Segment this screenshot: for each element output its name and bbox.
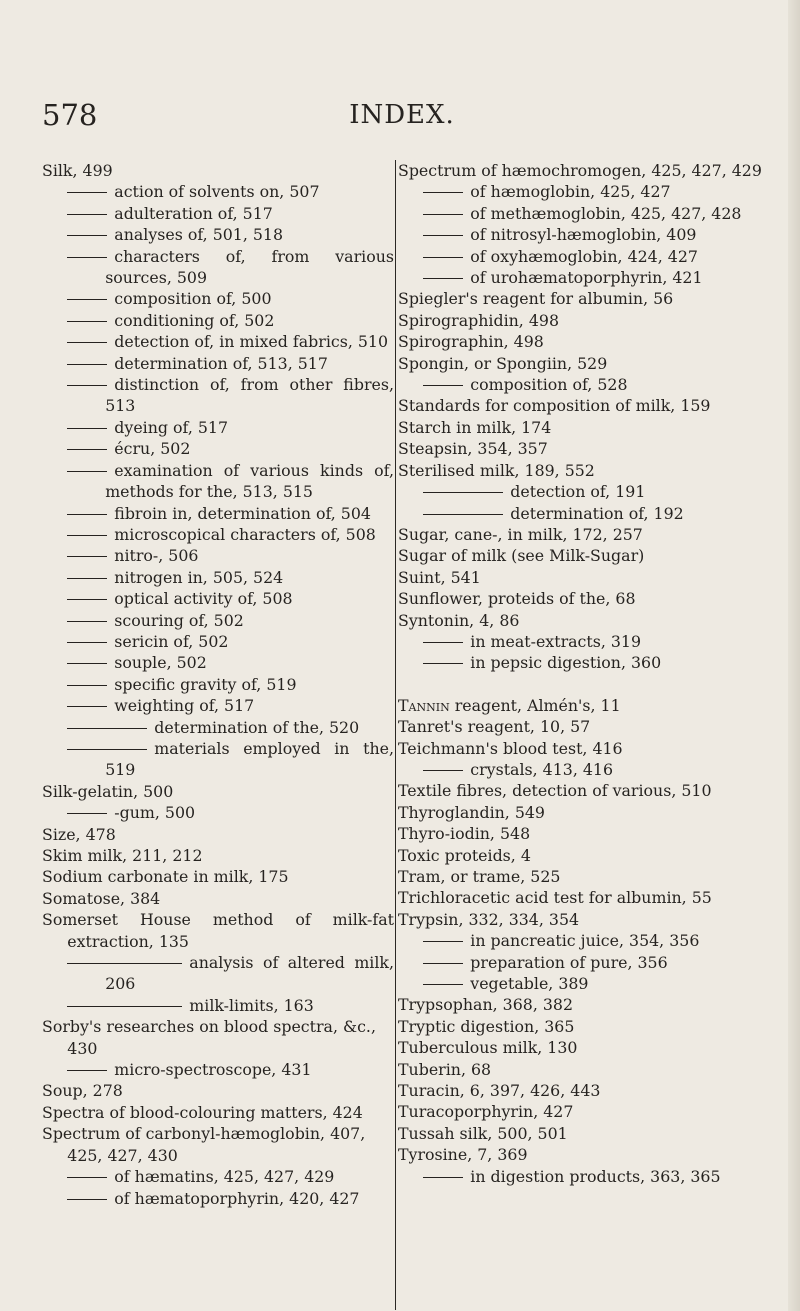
ditto-dash xyxy=(423,385,463,386)
index-entry-text: preparation of pure, 356 xyxy=(470,952,668,972)
ditto-dash xyxy=(67,428,107,429)
ditto-dash xyxy=(67,535,107,536)
ditto-dash xyxy=(423,941,463,942)
index-subentry xyxy=(42,567,394,588)
index-entry-text: Tryptic digestion, 365 xyxy=(398,1016,575,1036)
index-entry-text: Sunflower, proteids of the, 68 xyxy=(398,589,636,609)
ditto-dash xyxy=(67,599,107,600)
ditto-dash xyxy=(67,1006,182,1007)
index-entry-text: Somatose, 384 xyxy=(42,888,161,908)
index-entry-text: Tanret's reagent, 10, 57 xyxy=(398,717,591,737)
index-entry-text: dyeing of, 517 xyxy=(114,417,229,437)
index-entry-text: in pepsic digestion, 360 xyxy=(470,653,662,673)
index-entry xyxy=(398,310,770,331)
index-entry-text: Somerset House method of milk-fat extraction, 135 xyxy=(42,910,394,951)
index-subentry xyxy=(398,930,770,951)
index-entry-text: determination of the, 520 xyxy=(154,717,360,737)
index-entry-text: Turacoporphyrin, 427 xyxy=(398,1102,574,1122)
index-subentry xyxy=(42,374,394,417)
index-entry-text: composition of, 528 xyxy=(470,375,628,395)
index-entry xyxy=(398,887,770,908)
index-entry-text: Thyro-iodin, 548 xyxy=(398,824,531,844)
ditto-dash xyxy=(67,342,107,343)
index-entry-text: Syntonin, 4, 86 xyxy=(398,610,520,630)
ditto-dash xyxy=(423,235,463,236)
index-subentry xyxy=(42,224,394,245)
index-entry-text: in pancreatic juice, 354, 356 xyxy=(470,931,700,951)
index-gap xyxy=(398,674,770,695)
index-entry-text: Spirographin, 498 xyxy=(398,332,544,352)
index-entry-text: of hæmatins, 425, 427, 429 xyxy=(114,1167,335,1187)
index-subentry xyxy=(42,1166,394,1187)
ditto-dash xyxy=(67,449,107,450)
index-entry-text: materials employed in the, 519 xyxy=(105,738,394,780)
index-entry-text: conditioning of, 502 xyxy=(114,310,275,330)
index-subentry xyxy=(42,695,394,716)
ditto-dash xyxy=(423,770,463,771)
ditto-dash xyxy=(423,963,463,964)
index-subentry xyxy=(42,181,394,202)
index-entry xyxy=(398,1080,770,1101)
index-entry xyxy=(398,823,770,844)
index-entry xyxy=(42,909,394,952)
index-entry-text: vegetable, 389 xyxy=(470,974,589,994)
index-entry-text: Starch in milk, 174 xyxy=(398,417,552,437)
ditto-dash xyxy=(67,728,147,729)
ditto-dash xyxy=(67,813,107,814)
column-divider xyxy=(395,160,396,1310)
index-entry-text: characters of, from various sources, 509 xyxy=(105,246,394,288)
index-entry-text: -gum, 500 xyxy=(114,803,196,823)
index-entry-text: Trypsophan, 368, 382 xyxy=(398,995,574,1015)
ditto-dash xyxy=(67,235,107,236)
index-entry-text: of hæmoglobin, 425, 427 xyxy=(470,182,671,202)
index-subentry xyxy=(42,995,394,1016)
index-entry-text: Spectrum of carbonyl-hæmoglobin, 407, 425, 427, 430 xyxy=(42,1124,366,1165)
index-entry xyxy=(398,780,770,801)
index-entry-text: Spirographidin, 498 xyxy=(398,310,560,330)
index-entry-text: Size, 478 xyxy=(42,824,116,844)
index-entry-text: Tannin reagent, Almén's, 11 xyxy=(398,695,621,715)
index-entry-text: Toxic proteids, 4 xyxy=(398,845,531,865)
index-entry xyxy=(42,1080,394,1101)
index-entry-text: souple, 502 xyxy=(114,653,207,673)
index-subentry xyxy=(42,1059,394,1080)
index-entry xyxy=(398,994,770,1015)
index-entry-text: Suint, 541 xyxy=(398,567,481,587)
index-entry-text: fibroin in, determination of, 504 xyxy=(114,503,371,523)
index-entry-text: sericin of, 502 xyxy=(114,631,229,651)
index-entry-text: écru, 502 xyxy=(114,439,191,459)
index-entry-text: analyses of, 501, 518 xyxy=(114,225,284,245)
page-number: 578 xyxy=(42,98,98,132)
index-entry-text: Sterilised milk, 189, 552 xyxy=(398,460,595,480)
index-entry xyxy=(42,1123,394,1166)
index-entry-text: of methæmoglobin, 425, 427, 428 xyxy=(470,203,742,223)
index-entry-text: adulteration of, 517 xyxy=(114,203,273,223)
index-subentry xyxy=(42,331,394,352)
index-entry-text: Silk, 499 xyxy=(42,161,113,180)
ditto-dash xyxy=(67,1199,107,1200)
index-entry-text: of oxyhæmoglobin, 424, 427 xyxy=(470,246,698,266)
index-entry-text: micro-spectroscope, 431 xyxy=(114,1060,312,1080)
index-subentry xyxy=(42,610,394,631)
ditto-dash xyxy=(67,1070,107,1071)
index-entry-text: nitro-, 506 xyxy=(114,546,199,566)
index-entry-text: composition of, 500 xyxy=(114,289,272,309)
index-subentry xyxy=(42,417,394,438)
index-entry xyxy=(398,909,770,930)
index-subentry xyxy=(42,631,394,652)
index-entry xyxy=(398,438,770,459)
index-entry xyxy=(398,802,770,823)
ditto-dash xyxy=(67,621,107,622)
index-entry-text: of nitrosyl-hæmoglobin, 409 xyxy=(470,225,697,245)
ditto-dash xyxy=(423,192,463,193)
index-entry xyxy=(398,845,770,866)
index-subentry xyxy=(398,181,770,202)
index-entry-text: in digestion products, 363, 365 xyxy=(470,1166,721,1186)
index-subentry xyxy=(42,460,394,503)
index-entry xyxy=(398,695,770,716)
index-entry-text: Sodium carbonate in milk, 175 xyxy=(42,867,289,887)
index-entry-text: Trichloracetic acid test for albumin, 55 xyxy=(398,888,712,908)
index-entry-text: Sugar, cane-, in milk, 172, 257 xyxy=(398,524,643,544)
index-entry-text: optical activity of, 508 xyxy=(114,589,293,609)
index-entry xyxy=(398,567,770,588)
index-entry-text: Spiegler's reagent for albumin, 56 xyxy=(398,289,674,309)
ditto-dash xyxy=(67,685,107,686)
index-entry-text: detection of, in mixed fabrics, 510 xyxy=(114,332,389,352)
index-column-right xyxy=(398,160,770,1187)
index-subentry xyxy=(42,310,394,331)
index-entry xyxy=(398,524,770,545)
index-entry-text: detection of, 191 xyxy=(510,482,646,502)
index-entry xyxy=(398,716,770,737)
index-column-left xyxy=(42,160,394,1209)
index-entry-text: Teichmann's blood test, 416 xyxy=(398,738,623,758)
index-entry-text: Steapsin, 354, 357 xyxy=(398,439,548,459)
ditto-dash xyxy=(423,642,463,643)
ditto-dash xyxy=(423,984,463,985)
index-entry xyxy=(398,395,770,416)
index-entry-text: Spectrum of hæmochromogen, 425, 427, 429 xyxy=(398,161,762,180)
index-entry xyxy=(42,888,394,909)
index-entry-text: Tram, or trame, 525 xyxy=(398,867,561,886)
index-subentry xyxy=(42,738,394,781)
index-subentry xyxy=(42,503,394,524)
index-entry-text: in meat-extracts, 319 xyxy=(470,631,642,651)
index-entry xyxy=(398,1123,770,1144)
ditto-dash xyxy=(67,321,107,322)
index-entry-text: of urohæmatoporphyrin, 421 xyxy=(470,268,703,288)
index-entry-text: Standards for composition of milk, 159 xyxy=(398,396,711,416)
index-entry-text: scouring of, 502 xyxy=(114,610,244,630)
index-entry xyxy=(398,353,770,374)
index-entry xyxy=(42,824,394,845)
index-entry xyxy=(42,1102,394,1123)
ditto-dash xyxy=(67,192,107,193)
index-entry-text: specific gravity of, 519 xyxy=(114,674,297,694)
index-entry-text: Tuberculous milk, 130 xyxy=(398,1038,578,1058)
index-subentry xyxy=(398,631,770,652)
ditto-dash xyxy=(67,963,182,964)
index-entry-text: Trypsin, 332, 334, 354 xyxy=(398,909,580,929)
index-entry-text: Thyroglandin, 549 xyxy=(398,802,545,822)
index-subentry xyxy=(398,203,770,224)
index-subentry xyxy=(398,267,770,288)
ditto-dash xyxy=(423,514,503,515)
index-entry xyxy=(398,866,770,887)
ditto-dash xyxy=(423,663,463,664)
index-entry xyxy=(42,845,394,866)
index-entry-text: Textile fibres, detection of various, 510 xyxy=(398,781,712,801)
index-subentry xyxy=(42,288,394,309)
index-entry-text: Skim milk, 211, 212 xyxy=(42,846,203,865)
index-subentry xyxy=(42,246,394,289)
ditto-dash xyxy=(67,578,107,579)
ditto-dash xyxy=(67,749,147,750)
page-edge xyxy=(788,0,800,1311)
index-entry xyxy=(398,1059,770,1080)
index-entry-text: determination of, 513, 517 xyxy=(114,353,328,373)
index-subentry xyxy=(398,952,770,973)
index-entry-text: Silk-gelatin, 500 xyxy=(42,781,174,801)
index-entry xyxy=(398,331,770,352)
index-subentry xyxy=(42,674,394,695)
ditto-dash xyxy=(67,385,107,386)
index-entry xyxy=(398,545,770,566)
index-subentry xyxy=(398,1166,770,1187)
index-subentry xyxy=(42,545,394,566)
index-subentry xyxy=(398,652,770,673)
ditto-dash xyxy=(67,642,107,643)
index-entry-text: Sorby's researches on blood spectra, &c., 430 xyxy=(42,1017,376,1058)
ditto-dash xyxy=(67,514,107,515)
index-subentry xyxy=(42,1188,394,1209)
ditto-dash xyxy=(67,556,107,557)
ditto-dash xyxy=(67,299,107,300)
index-entry xyxy=(398,417,770,438)
index-entry xyxy=(398,588,770,609)
index-entry xyxy=(398,1016,770,1037)
index-entry-text: Spectra of blood-colouring matters, 424 xyxy=(42,1102,363,1122)
index-entry-text: crystals, 413, 416 xyxy=(470,759,614,779)
index-entry-text: Tuberin, 68 xyxy=(398,1059,492,1079)
index-subentry xyxy=(42,524,394,545)
index-entry-text: analysis of altered milk, 206 xyxy=(105,953,394,994)
ditto-dash xyxy=(423,492,503,493)
index-entry-text: action of solvents on, 507 xyxy=(114,182,320,202)
index-subentry xyxy=(42,588,394,609)
index-entry xyxy=(398,738,770,759)
index-subentry xyxy=(398,973,770,994)
index-subentry xyxy=(398,374,770,395)
ditto-dash xyxy=(67,663,107,664)
index-entry-text: Soup, 278 xyxy=(42,1081,123,1101)
index-entry xyxy=(398,460,770,481)
index-entry-text: Tussah silk, 500, 501 xyxy=(398,1123,568,1143)
index-entry xyxy=(42,1016,394,1059)
ditto-dash xyxy=(423,214,463,215)
index-entry-text: Sugar of milk (see Milk-Sugar) xyxy=(398,546,645,566)
index-entry-text: distinction of, from other fibres, 513 xyxy=(105,375,394,416)
index-entry-text: Tyrosine, 7, 369 xyxy=(398,1145,528,1165)
index-subentry xyxy=(42,652,394,673)
index-entry xyxy=(42,781,394,802)
index-entry-text: nitrogen in, 505, 524 xyxy=(114,567,284,587)
index-entry-text: Turacin, 6, 397, 426, 443 xyxy=(398,1081,601,1101)
index-subentry xyxy=(42,203,394,224)
index-subentry xyxy=(398,246,770,267)
ditto-dash xyxy=(67,1177,107,1178)
index-subentry xyxy=(42,438,394,459)
ditto-dash xyxy=(423,257,463,258)
index-entry-text: microscopical characters of, 508 xyxy=(114,524,376,544)
ditto-dash xyxy=(67,364,107,365)
index-entry xyxy=(398,1144,770,1165)
index-entry-text: of hæmatoporphyrin, 420, 427 xyxy=(114,1188,360,1208)
index-entry-text: weighting of, 517 xyxy=(114,696,255,716)
index-entry-text: milk-limits, 163 xyxy=(189,995,314,1015)
index-subentry xyxy=(398,503,770,524)
index-entry-text: Spongin, or Spongiin, 529 xyxy=(398,353,608,373)
index-subentry xyxy=(42,952,394,995)
index-entry xyxy=(42,160,394,181)
ditto-dash xyxy=(67,706,107,707)
index-entry xyxy=(398,1037,770,1058)
ditto-dash xyxy=(423,1177,463,1178)
index-entry xyxy=(42,866,394,887)
index-subentry xyxy=(42,717,394,738)
index-entry xyxy=(398,288,770,309)
running-head: INDEX. xyxy=(349,100,455,130)
index-subentry xyxy=(398,759,770,780)
index-subentry xyxy=(42,353,394,374)
index-subentry xyxy=(398,224,770,245)
index-entry-text: examination of various kinds of, methods for the, 513, 515 xyxy=(105,460,394,502)
ditto-dash xyxy=(67,214,107,215)
index-subentry xyxy=(42,802,394,823)
ditto-dash xyxy=(423,278,463,279)
index-entry-text: determination of, 192 xyxy=(510,503,684,523)
ditto-dash xyxy=(67,471,107,472)
index-entry xyxy=(398,1101,770,1122)
page-header xyxy=(42,98,762,138)
ditto-dash xyxy=(67,257,107,258)
index-entry xyxy=(398,610,770,631)
index-subentry xyxy=(398,481,770,502)
index-entry xyxy=(398,160,770,181)
